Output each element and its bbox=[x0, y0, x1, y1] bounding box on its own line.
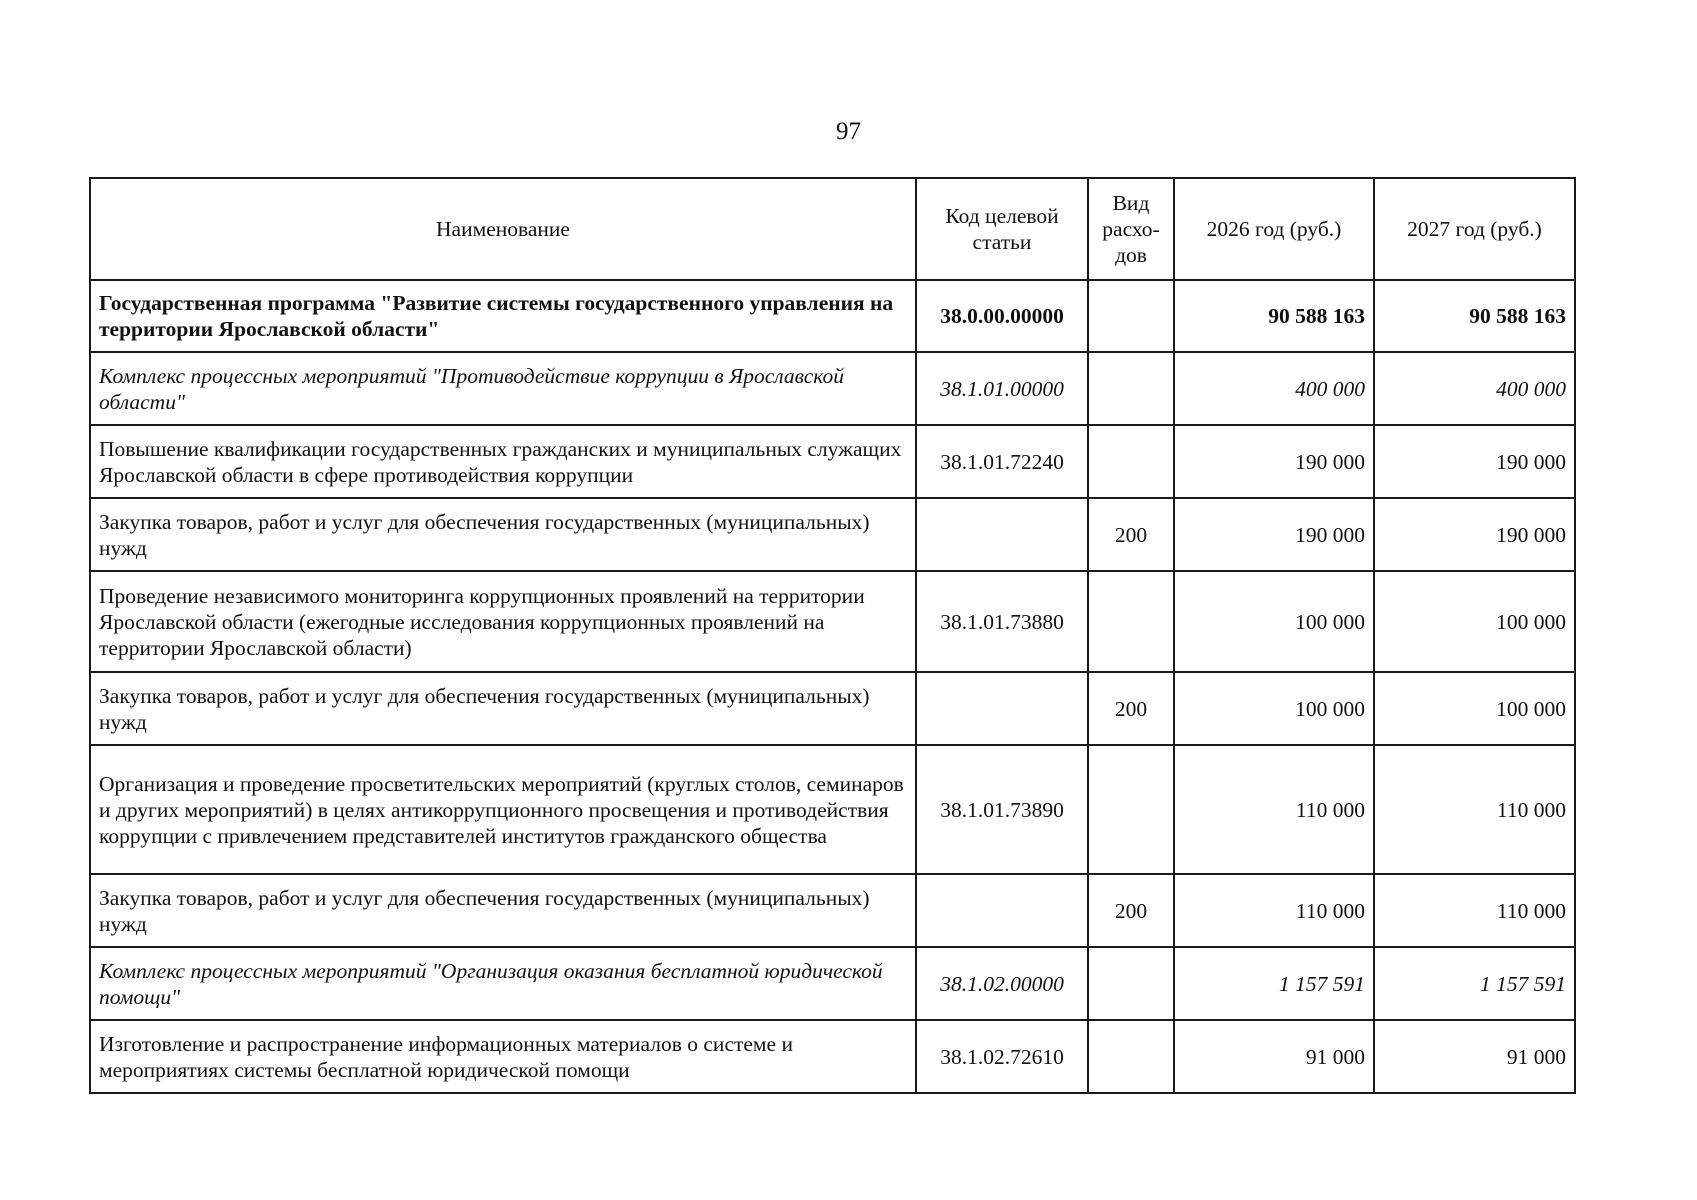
row-2026-cell: 190 000 bbox=[1174, 498, 1374, 571]
row-2026-cell: 100 000 bbox=[1174, 672, 1374, 745]
row-2027-cell: 110 000 bbox=[1374, 745, 1575, 874]
row-kind-cell bbox=[1088, 947, 1174, 1020]
column-header-name: Наименование bbox=[90, 178, 916, 280]
row-2026-cell: 1 157 591 bbox=[1174, 947, 1374, 1020]
row-2026-cell: 110 000 bbox=[1174, 745, 1374, 874]
row-2027-cell: 110 000 bbox=[1374, 874, 1575, 947]
row-2027-cell: 90 588 163 bbox=[1374, 280, 1575, 352]
table-row bbox=[90, 571, 1575, 672]
column-header-2027: 2027 год (руб.) bbox=[1374, 178, 1575, 280]
row-2027-cell: 1 157 591 bbox=[1374, 947, 1575, 1020]
row-2026-cell: 400 000 bbox=[1174, 352, 1374, 425]
row-code-cell bbox=[916, 498, 1088, 571]
row-2026-cell: 110 000 bbox=[1174, 874, 1374, 947]
row-kind-cell: 200 bbox=[1088, 498, 1174, 571]
row-kind-cell bbox=[1088, 425, 1174, 498]
row-name-cell: Проведение независимого мониторинга коррупционных проявлений на территории Ярославской области (ежегодные исследования коррупционных проявлений на территории Ярославской области) bbox=[90, 571, 916, 672]
row-name-cell: Повышение квалификации государственных гражданских и муниципальных служащих Ярославской области в сфере противодействия коррупции bbox=[90, 425, 916, 498]
table-row bbox=[90, 947, 1575, 1020]
budget-table bbox=[89, 177, 1576, 1094]
row-name-cell: Государственная программа "Развитие системы государственного управления на территории Ярославской области" bbox=[90, 280, 916, 352]
row-name-cell: Закупка товаров, работ и услуг для обеспечения государственных (муниципальных) нужд bbox=[90, 874, 916, 947]
column-header-2026: 2026 год (руб.) bbox=[1174, 178, 1374, 280]
page-number: 97 bbox=[836, 118, 861, 145]
row-code-cell: 38.1.01.73880 bbox=[916, 571, 1088, 672]
row-code-cell: 38.1.02.72610 bbox=[916, 1020, 1088, 1093]
table-row bbox=[90, 1020, 1575, 1093]
row-code-cell bbox=[916, 874, 1088, 947]
row-kind-cell bbox=[1088, 280, 1174, 352]
row-2027-cell: 100 000 bbox=[1374, 571, 1575, 672]
row-code-cell: 38.1.01.72240 bbox=[916, 425, 1088, 498]
table-row bbox=[90, 425, 1575, 498]
table-row bbox=[90, 745, 1575, 874]
row-2027-cell: 190 000 bbox=[1374, 425, 1575, 498]
row-code-cell: 38.1.02.00000 bbox=[916, 947, 1088, 1020]
table-row bbox=[90, 498, 1575, 571]
row-code-cell: 38.1.01.00000 bbox=[916, 352, 1088, 425]
row-kind-cell: 200 bbox=[1088, 672, 1174, 745]
row-name-cell: Организация и проведение просветительских мероприятий (круглых столов, семинаров и других мероприятий) в целях антикоррупционного просвещения и противодействия коррупции с привлечением представителей институтов гражданского общества bbox=[90, 745, 916, 874]
column-header-kind: Вид расхо-дов bbox=[1088, 178, 1174, 280]
row-kind-cell bbox=[1088, 1020, 1174, 1093]
row-kind-cell bbox=[1088, 745, 1174, 874]
row-2027-cell: 190 000 bbox=[1374, 498, 1575, 571]
row-name-cell: Закупка товаров, работ и услуг для обеспечения государственных (муниципальных) нужд bbox=[90, 498, 916, 571]
row-kind-cell bbox=[1088, 352, 1174, 425]
row-2027-cell: 91 000 bbox=[1374, 1020, 1575, 1093]
table-row bbox=[90, 874, 1575, 947]
table-row bbox=[90, 280, 1575, 352]
row-2027-cell: 100 000 bbox=[1374, 672, 1575, 745]
row-kind-cell bbox=[1088, 571, 1174, 672]
row-code-cell: 38.1.01.73890 bbox=[916, 745, 1088, 874]
row-name-cell: Закупка товаров, работ и услуг для обеспечения государственных (муниципальных) нужд bbox=[90, 672, 916, 745]
table-row bbox=[90, 672, 1575, 745]
row-name-cell: Изготовление и распространение информационных материалов о системе и мероприятиях системы бесплатной юридической помощи bbox=[90, 1020, 916, 1093]
row-name-cell: Комплекс процессных мероприятий "Противодействие коррупции в Ярославской области" bbox=[90, 352, 916, 425]
row-name-cell: Комплекс процессных мероприятий "Организация оказания бесплатной юридической помощи" bbox=[90, 947, 916, 1020]
row-code-cell: 38.0.00.00000 bbox=[916, 280, 1088, 352]
row-2026-cell: 90 588 163 bbox=[1174, 280, 1374, 352]
table-header-row bbox=[90, 178, 1575, 280]
row-2026-cell: 91 000 bbox=[1174, 1020, 1374, 1093]
table-row bbox=[90, 352, 1575, 425]
row-2027-cell: 400 000 bbox=[1374, 352, 1575, 425]
row-2026-cell: 100 000 bbox=[1174, 571, 1374, 672]
row-2026-cell: 190 000 bbox=[1174, 425, 1374, 498]
row-kind-cell: 200 bbox=[1088, 874, 1174, 947]
column-header-code: Код целевой статьи bbox=[916, 178, 1088, 280]
row-code-cell bbox=[916, 672, 1088, 745]
